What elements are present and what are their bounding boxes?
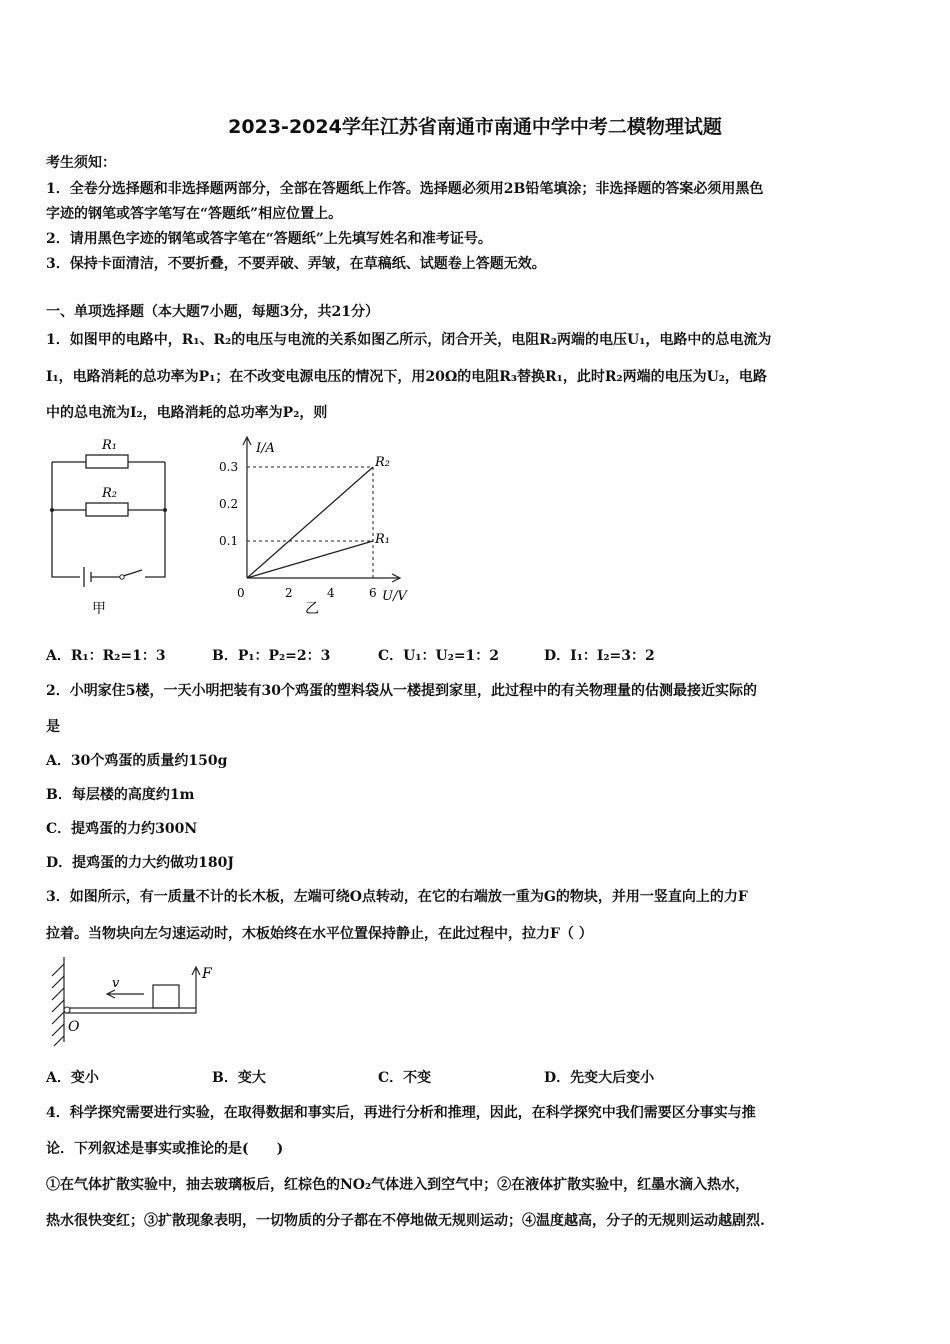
notice-item-2: 2．请用黑色字迹的钢笔或答字笔在“答题纸”上先填写姓名和准考证号。 [46, 231, 492, 247]
lever-figure [40, 952, 230, 1047]
q2-option-d[interactable]: D．提鸡蛋的力大约做功180J [46, 855, 234, 871]
x-tick-label: 6 [369, 586, 377, 600]
y-tick-label: 0.1 [219, 534, 239, 548]
q2-option-b[interactable]: B．每层楼的高度约1m [46, 787, 195, 803]
notice-item-1a: 1．全卷分选择题和非选择题两部分，全部在答题纸上作答。选择题必须用2B铅笔填涂；非选择题的答案必须用黑色 [46, 181, 764, 197]
x-axis-label: U/V [382, 589, 407, 604]
force-f-label: F [202, 966, 212, 982]
line-r1-label: R₁ [375, 532, 390, 547]
notice-heading: 考生须知： [46, 155, 116, 171]
iu-graph [210, 432, 430, 622]
section-heading: 一、单项选择题（本大题7小题，每题3分，共21分） [46, 304, 379, 320]
q2-line-1: 2．小明家住5楼，一天小明把装有30个鸡蛋的塑料袋从一楼提到家里，此过程中的有关物理量的估测最接近实际的 [46, 683, 757, 699]
circuit-r2-label: R₂ [102, 486, 117, 501]
q1-option-d[interactable]: D．I₁：I₂=3：2 [544, 648, 655, 664]
q3-line-2: 拉着。当物块向左匀速运动时，木板始终在水平位置保持静止，在此过程中，拉力F（ ） [46, 926, 593, 942]
y-tick-label: 0.2 [219, 497, 239, 511]
q4-line-2: 论．下列叙述是事实或推论的是( ) [46, 1141, 284, 1157]
circuit-diagram [40, 432, 180, 622]
q4-line-3: ①在气体扩散实验中，抽去玻璃板后，红棕色的NO₂气体进入到空气中；②在液体扩散实验中，红墨水滴入热水， [46, 1177, 750, 1193]
q2-option-c[interactable]: C．提鸡蛋的力约300N [46, 821, 198, 837]
line-r2-label: R₂ [375, 455, 390, 470]
q1-line-2: I₁，电路消耗的总功率为P₁；在不改变电源电压的情况下，用20Ω的电阻R₃替换R₁，此时R₂两端的电压为U₂，电路 [46, 369, 767, 385]
circuit-r1-label: R₁ [102, 438, 117, 453]
q1-line-1: 1．如图甲的电路中，R₁、R₂的电压与电流的关系如图乙所示，闭合开关，电阻R₂两端的电压U₁，电路中的总电流为 [46, 332, 772, 348]
q2-option-a[interactable]: A．30个鸡蛋的质量约150g [46, 753, 228, 769]
circuit-caption: 甲 [92, 601, 106, 617]
series-line-r2 [247, 467, 373, 578]
q3-option-c[interactable]: C．不变 [378, 1070, 432, 1086]
q1-option-b[interactable]: B．P₁：P₂=2：3 [212, 648, 331, 664]
q1-option-a[interactable]: A．R₁：R₂=1：3 [46, 648, 166, 664]
q3-option-b[interactable]: B．变大 [212, 1070, 266, 1086]
series-line-r1 [247, 541, 373, 578]
q3-option-d[interactable]: D．先变大后变小 [544, 1070, 655, 1086]
q4-line-4: 热水很快变红；③扩散现象表明，一切物质的分子都在不停地做无规则运动；④温度越高，分子的无规则运动越剧烈. [46, 1213, 765, 1229]
y-tick-label: 0.3 [219, 460, 239, 474]
q1-option-c[interactable]: C．U₁：U₂=1：2 [378, 648, 500, 664]
notice-item-3: 3．保持卡面清洁，不要折叠，不要弄破、弄皱，在草稿纸、试题卷上答题无效。 [46, 256, 546, 272]
notice-item-1b: 字迹的钢笔或答字笔写在“答题纸”相应位置上。 [46, 206, 343, 222]
q3-line-1: 3．如图所示，有一质量不计的长木板，左端可绕O点转动，在它的右端放一重为G的物块，并用一竖直向上的力F [46, 889, 748, 905]
x-tick-label: 0 [237, 586, 245, 600]
pivot-o-label: O [68, 1019, 80, 1035]
x-tick-label: 2 [285, 586, 293, 600]
graph-caption: 乙 [305, 601, 319, 617]
velocity-label: v [112, 976, 120, 991]
q3-option-a[interactable]: A．变小 [46, 1070, 99, 1086]
x-tick-label: 4 [327, 586, 335, 600]
q4-line-1: 4．科学探究需要进行实验，在取得数据和事实后，再进行分析和推理，因此，在科学探究中我们需要区分事实与推 [46, 1105, 756, 1121]
q1-line-3: 中的总电流为I₂，电路消耗的总功率为P₂，则 [46, 405, 328, 421]
y-axis-label: I/A [256, 441, 275, 456]
q2-line-2: 是 [46, 719, 60, 735]
page-title: 2023-2024学年江苏省南通市南通中学中考二模物理试题 [228, 116, 722, 138]
